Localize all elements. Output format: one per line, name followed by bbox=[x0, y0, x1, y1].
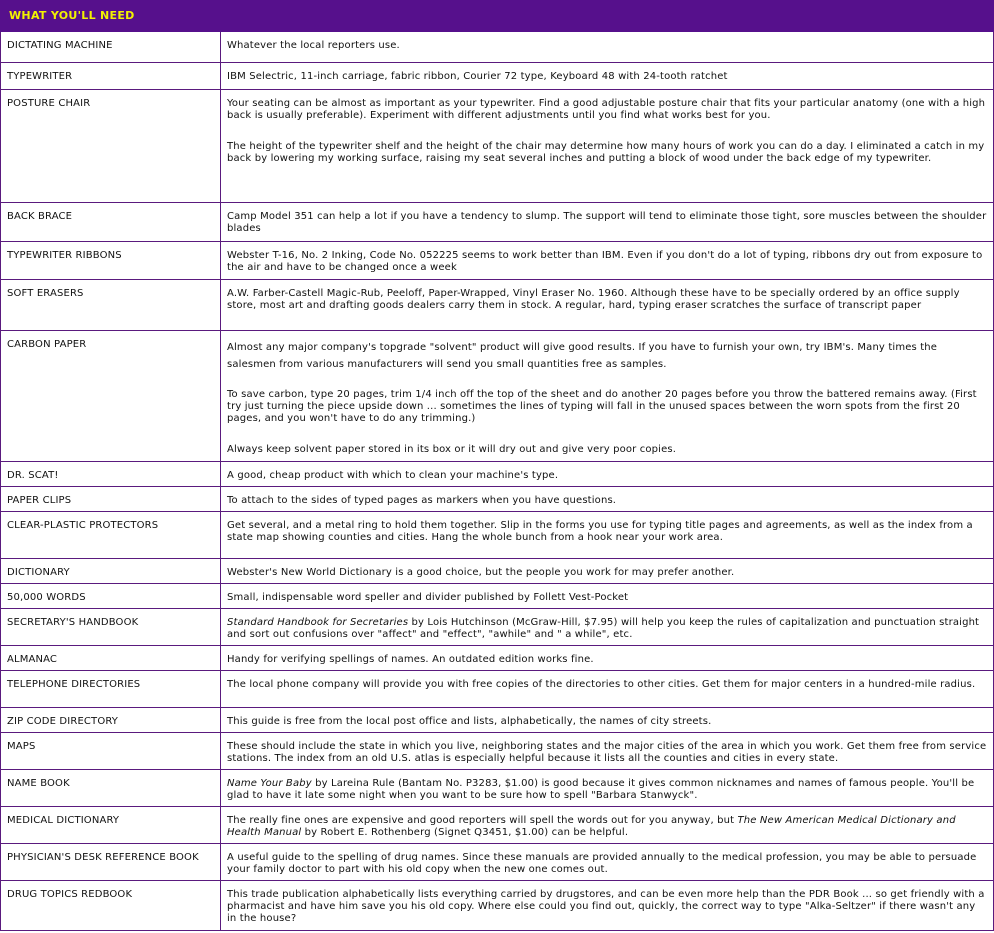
item-description bbox=[221, 770, 994, 807]
table-row bbox=[1, 844, 994, 881]
item-name: DICTATING MACHINE bbox=[1, 32, 221, 63]
item-name: TYPEWRITER RIBBONS bbox=[1, 242, 221, 280]
item-name: DR. SCAT! bbox=[1, 462, 221, 487]
table-row bbox=[1, 487, 994, 512]
item-name: MEDICAL DICTIONARY bbox=[1, 807, 221, 844]
item-description bbox=[221, 646, 994, 671]
description-text: The height of the typewriter shelf and the height of the chair may determine how many hours of work you can do a day. I eliminated a catch in my back by lowering my working surface, raising my seat several inches and putting a block of wood under the back edge of my typewriter. bbox=[227, 141, 985, 164]
description-text bbox=[227, 778, 987, 802]
description-text: Get several, and a metal ring to hold them together. Slip in the forms you use for typing title pages and agreements, as well as the index from a state map showing counties and cities. Hang the whole bunch from a hook near your work area. bbox=[227, 520, 973, 543]
table-row bbox=[1, 462, 994, 487]
book-intro: The really fine ones are expensive and good reporters will spell the words out for you anyway, but bbox=[227, 815, 738, 826]
item-description bbox=[221, 671, 994, 708]
book-title: The New American Medical Dictionary and Health Manual bbox=[227, 815, 956, 838]
item-description bbox=[221, 708, 994, 733]
item-description bbox=[221, 331, 994, 462]
table-heading: WHAT YOU'LL NEED bbox=[1, 1, 994, 32]
item-name: CLEAR-PLASTIC PROTECTORS bbox=[1, 512, 221, 559]
item-description bbox=[221, 280, 994, 331]
item-name: SOFT ERASERS bbox=[1, 280, 221, 331]
item-name: NAME BOOK bbox=[1, 770, 221, 807]
table-row bbox=[1, 733, 994, 770]
item-name: MAPS bbox=[1, 733, 221, 770]
book-title: Standard Handbook for Secretaries bbox=[227, 617, 409, 628]
description-text: A useful guide to the spelling of drug names. Since these manuals are provided annually to the medical profession, you may be able to persuade your family doctor to part with his old copy when the new one comes out. bbox=[227, 852, 977, 875]
description-text: To save carbon, type 20 pages, trim 1/4 inch off the top of the sheet and do another 20 pages before you throw the battered remains away. (First try just turning the piece upside down ... sometimes the lines of typing will fall in the unused spaces between the worn spots from the first 20 pages, and you won't have to do any trimming.) bbox=[227, 389, 977, 424]
table-row bbox=[1, 708, 994, 733]
item-name: BACK BRACE bbox=[1, 203, 221, 242]
description-text: Almost any major company's topgrade "solvent" product will give good results. If you have to furnish your own, try IBM's. Many times the salesmen from various manufacturers will send you small quantities free as samples. bbox=[227, 342, 938, 370]
description-text: This trade publication alphabetically lists everything carried by drugstores, and can be even more help than the PDR Book ... so get friendly with a pharmacist and have him save you his old copy. Where else could you find out, quickly, the correct way to type "Alka-Seltzer" if there wasn't any in the house? bbox=[227, 889, 985, 924]
description-text: Webster T-16, No. 2 Inking, Code No. 052225 seems to work better than IBM. Even if you don't do a lot of typing, ribbons dry out from exposure to the air and have to be changed once a week bbox=[227, 250, 983, 273]
item-description bbox=[221, 90, 994, 203]
table-row bbox=[1, 881, 994, 931]
description-text: To attach to the sides of typed pages as markers when you have questions. bbox=[227, 495, 617, 506]
table-row bbox=[1, 584, 994, 609]
book-note: by Robert E. Rothenberg (Signet Q3451, $1.00) can be helpful. bbox=[301, 827, 629, 838]
table-row bbox=[1, 331, 994, 462]
item-description bbox=[221, 609, 994, 646]
table-row bbox=[1, 63, 994, 90]
description-text bbox=[227, 617, 987, 641]
item-name: ALMANAC bbox=[1, 646, 221, 671]
table-row bbox=[1, 203, 994, 242]
description-text: A.W. Farber-Castell Magic-Rub, Peeloff, Paper-Wrapped, Vinyl Eraser No. 1960. Although these have to be specially ordered by an office supply store, most art and drafting goods dealers carry them in stock. A regular, hard, typing eraser scratches the surface of transcript paper bbox=[227, 288, 960, 311]
table-row bbox=[1, 512, 994, 559]
book-title: Name Your Baby bbox=[227, 778, 312, 789]
item-description bbox=[221, 844, 994, 881]
item-description bbox=[221, 487, 994, 512]
description-text: This guide is free from the local post office and lists, alphabetically, the names of city streets. bbox=[227, 716, 712, 727]
item-name: TELEPHONE DIRECTORIES bbox=[1, 671, 221, 708]
table-row bbox=[1, 559, 994, 584]
description-text: Handy for verifying spellings of names. An outdated edition works fine. bbox=[227, 654, 594, 665]
table-row bbox=[1, 807, 994, 844]
item-name: 50,000 WORDS bbox=[1, 584, 221, 609]
table-row bbox=[1, 242, 994, 280]
table-row bbox=[1, 671, 994, 708]
item-name: DICTIONARY bbox=[1, 559, 221, 584]
item-description bbox=[221, 584, 994, 609]
description-text: A good, cheap product with which to clean your machine's type. bbox=[227, 470, 559, 481]
table-row bbox=[1, 32, 994, 63]
item-name: CARBON PAPER bbox=[1, 331, 221, 462]
table-row bbox=[1, 770, 994, 807]
item-description bbox=[221, 32, 994, 63]
item-description bbox=[221, 63, 994, 90]
description-text: Small, indispensable word speller and divider published by Follett Vest-Pocket bbox=[227, 592, 629, 603]
item-description bbox=[221, 512, 994, 559]
book-note: by Lareina Rule (Bantam No. P3283, $1.00) is good because it gives common nicknames and names of famous people. You'll be glad to have it late some night when you want to be sure how to spell "Barbara Stanwyck". bbox=[227, 778, 975, 801]
description-text: Your seating can be almost as important as your typewriter. Find a good adjustable posture chair that fits your particular anatomy (one with a high back is usually preferable). Experiment with different adjustments until you find what works best for you. bbox=[227, 98, 986, 121]
description-text: IBM Selectric, 11-inch carriage, fabric ribbon, Courier 72 type, Keyboard 48 with 24-tooth ratchet bbox=[227, 71, 728, 82]
item-description bbox=[221, 559, 994, 584]
book-note: by Lois Hutchinson (McGraw-Hill, $7.95) will help you keep the rules of capitalization and punctuation straight and sort out confusions over "affect" and "effect", "awhile" and " a while", etc. bbox=[227, 617, 980, 640]
item-name: PAPER CLIPS bbox=[1, 487, 221, 512]
item-name: TYPEWRITER bbox=[1, 63, 221, 90]
item-name: PHYSICIAN'S DESK REFERENCE BOOK bbox=[1, 844, 221, 881]
item-name: ZIP CODE DIRECTORY bbox=[1, 708, 221, 733]
table-row bbox=[1, 280, 994, 331]
table-row bbox=[1, 90, 994, 203]
table-row bbox=[1, 609, 994, 646]
description-text: Whatever the local reporters use. bbox=[227, 40, 400, 51]
item-description bbox=[221, 242, 994, 280]
item-name: DRUG TOPICS REDBOOK bbox=[1, 881, 221, 931]
description-text bbox=[227, 815, 987, 839]
item-description bbox=[221, 203, 994, 242]
item-description bbox=[221, 733, 994, 770]
table-row bbox=[1, 646, 994, 671]
description-text: The local phone company will provide you with free copies of the directories to other cities. Get them for major centers in a hundred-mile radius. bbox=[227, 679, 976, 690]
description-text: Webster's New World Dictionary is a good choice, but the people you work for may prefer another. bbox=[227, 567, 735, 578]
item-description bbox=[221, 881, 994, 931]
description-text: Always keep solvent paper stored in its box or it will dry out and give very poor copies. bbox=[227, 444, 677, 455]
description-text: Camp Model 351 can help a lot if you have a tendency to slump. The support will tend to eliminate those tight, sore muscles between the shoulder blades bbox=[227, 211, 987, 234]
item-name: POSTURE CHAIR bbox=[1, 90, 221, 203]
item-description bbox=[221, 462, 994, 487]
item-name: SECRETARY'S HANDBOOK bbox=[1, 609, 221, 646]
item-description bbox=[221, 807, 994, 844]
header-row bbox=[1, 1, 994, 32]
description-text: These should include the state in which you live, neighboring states and the major cities of the area in which you work. Get them free from service stations. The index from an old U.S. atlas is especially helpful because it lists all the counties and cities in every state. bbox=[227, 741, 987, 764]
